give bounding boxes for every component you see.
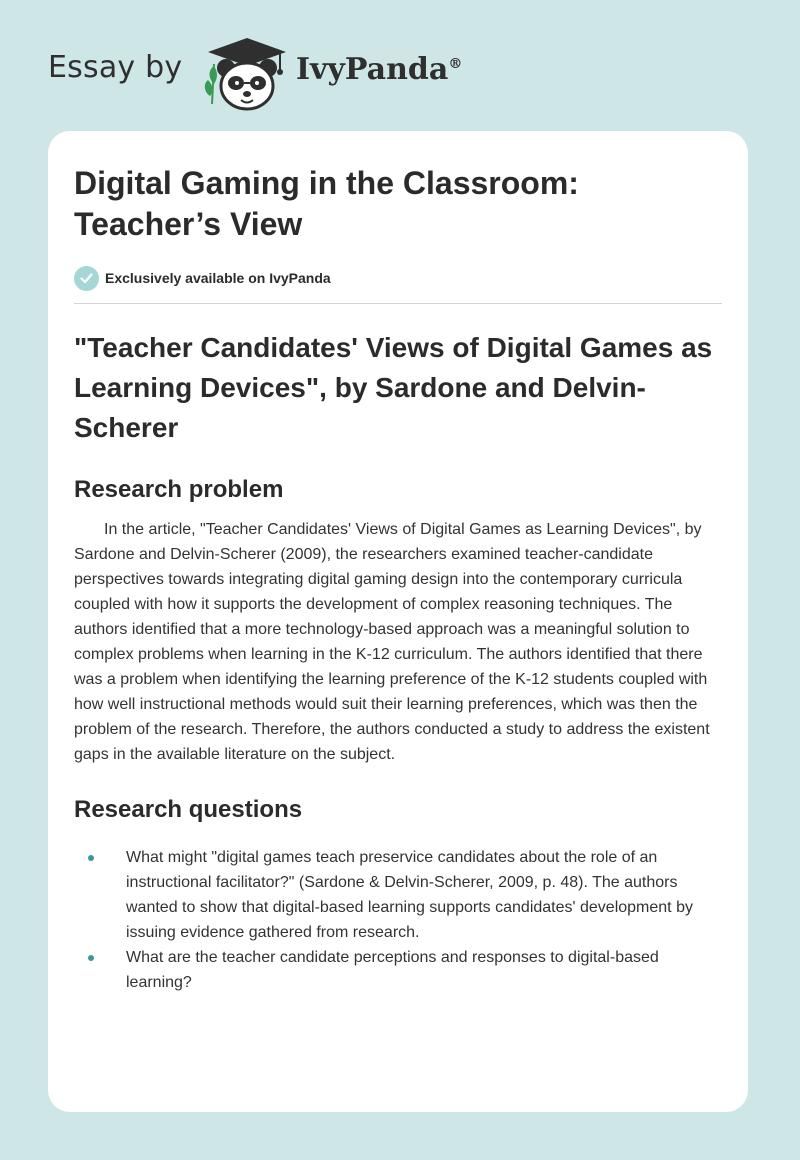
site-header bbox=[0, 0, 800, 130]
brand-text: IvyPanda bbox=[296, 52, 449, 87]
title-line-1: Digital Gaming in the Classroom: bbox=[74, 165, 579, 201]
exclusive-badge bbox=[74, 265, 722, 291]
essay-by-label: Essay by bbox=[48, 50, 183, 85]
article-subtitle: "Teacher Candidates' Views of Digital Games as Learning Devices", by Sardone and Delvin-Scherer bbox=[74, 332, 713, 443]
bullet-dot-icon bbox=[88, 855, 94, 861]
research-problem-paragraph: In the article, "Teacher Candidates' Views of Digital Games as Learning Devices", by Sardone and Delvin-Scherer (2009), the researchers examined teacher-candidate perspectives towards integrating digital gaming design into the contemporary curricula coupled with how it supports the development of complex reasoning techniques. The authors identified that a more technology-based approach was a meaningful solution to complex problems when learning in the K-12 curriculum. The authors identified that there was a problem when identifying the learning preference of the K-12 students coupled with how well instructional methods would suit their learning preferences, which was then the problem of the research. Therefore, the authors conducted a study to address the existent gaps in the available literature on the subject. bbox=[74, 521, 710, 763]
divider bbox=[74, 303, 722, 304]
title-line-2: Teacher’s View bbox=[74, 206, 303, 242]
brand-name[interactable] bbox=[296, 52, 462, 87]
list-item-text: What are the teacher candidate perceptions and responses to digital-based learning? bbox=[126, 949, 659, 991]
panda-logo-icon[interactable] bbox=[200, 34, 294, 114]
research-questions-list bbox=[74, 845, 722, 995]
list-item bbox=[74, 945, 722, 995]
article-content bbox=[74, 163, 722, 995]
exclusive-text: Exclusively available on IvyPanda bbox=[105, 270, 331, 286]
bullet-dot-icon bbox=[88, 955, 94, 961]
article-card bbox=[48, 131, 748, 1112]
check-badge-icon bbox=[74, 266, 99, 291]
list-item-text: What might "digital games teach preservice candidates about the role of an instructional facilitator?" (Sardone & Delvin-Scherer, 2009, p. 48). The authors wanted to show that digital-based learning supports candidates' development by issuing evidence gathered from research. bbox=[126, 849, 693, 941]
research-problem-heading: Research problem bbox=[74, 476, 284, 503]
research-questions-heading: Research questions bbox=[74, 796, 303, 823]
registered-mark: ® bbox=[448, 56, 463, 72]
page-title bbox=[74, 163, 722, 245]
list-item bbox=[74, 845, 722, 945]
